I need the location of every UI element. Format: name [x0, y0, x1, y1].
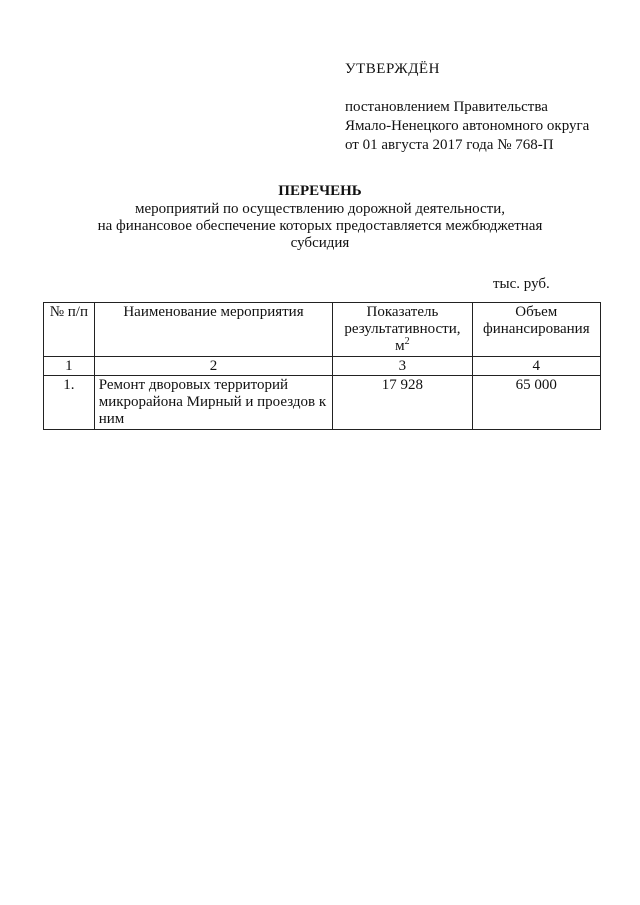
- header-indicator-text: Показатель результативности, м: [344, 304, 461, 354]
- approval-block: [345, 58, 625, 155]
- row-num: 1.: [44, 376, 95, 430]
- header-name: Наименование мероприятия: [94, 303, 333, 357]
- column-number-4: 4: [472, 357, 600, 376]
- document-heading: [40, 181, 600, 252]
- table-header-row: [44, 303, 601, 357]
- header-indicator-sup: 2: [404, 336, 410, 347]
- units-label: тыс. руб.: [493, 276, 550, 292]
- row-indicator: 17 928: [333, 376, 472, 430]
- approval-stamp: УТВЕРЖДЁН: [345, 61, 440, 77]
- approval-line-3: от 01 августа 2017 года № 768-П: [345, 137, 554, 153]
- row-funding: 65 000: [472, 376, 600, 430]
- column-number-2: 2: [94, 357, 333, 376]
- document-subtitle-line-3: субсидия: [290, 235, 350, 251]
- column-number-row: [44, 357, 601, 376]
- header-indicator: [333, 303, 472, 357]
- column-number-1: 1: [44, 357, 95, 376]
- document-subtitle-line-2: на финансовое обеспечение которых предоставляется межбюджетная: [97, 218, 543, 234]
- approval-line-1: постановлением Правительства: [345, 99, 548, 115]
- row-name: Ремонт дворовых территорий микрорайона Мирный и проездов к ним: [94, 376, 333, 430]
- document-title: ПЕРЕЧЕНЬ: [278, 183, 362, 199]
- column-number-3: 3: [333, 357, 472, 376]
- approval-line-2: Ямало-Ненецкого автономного округа: [345, 118, 590, 134]
- document-subtitle-line-1: мероприятий по осуществлению дорожной деятельности,: [135, 201, 505, 217]
- table-row: [44, 376, 601, 430]
- measures-table: [43, 302, 601, 430]
- header-funding: Объем финансирования: [472, 303, 600, 357]
- header-num: № п/п: [44, 303, 95, 357]
